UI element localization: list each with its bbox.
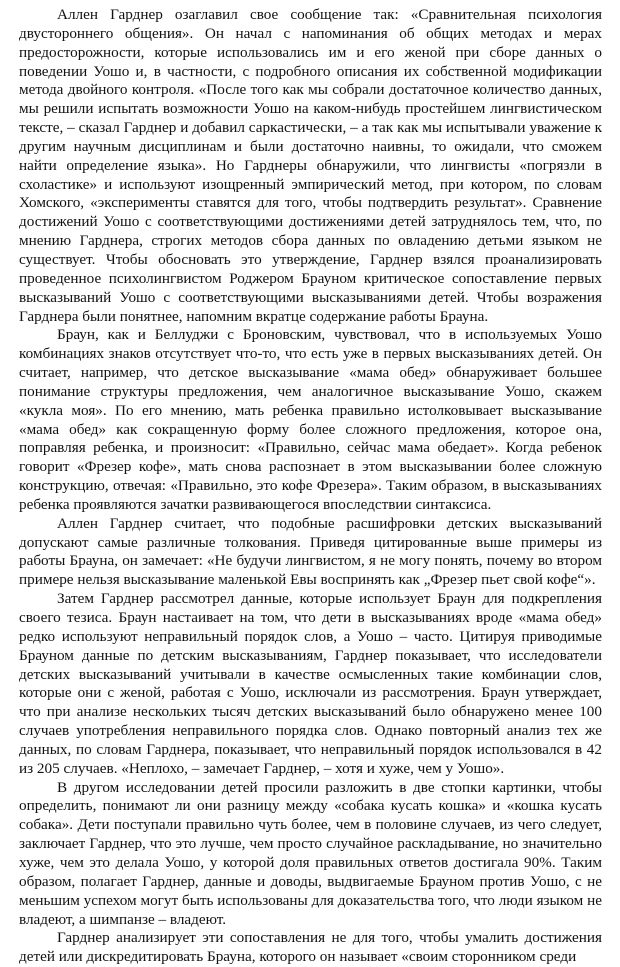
paragraph-5: В другом исследовании детей просили разложить в две стопки картинки, чтобы определить, понимают ли они разницу между «собака кусать кошка» и «кошка кусать собака». Дети поступали правильно чуть более, чем в половине случаев, из чего следует, заключает Гарднер, что это лучше, чем просто случайное раскладывание, но значительно хуже, чем это делала Уошо, у которой доля правильных ответов достигала 90%. Таким образом, полагает Гарднер, данные и доводы, выдвигаемые Брауном против Уошо, с не меньшим успехом могут быть использованы для доказательства того, что люди языком не владеют, а шимпанзе – владеют.: [19, 778, 602, 928]
paragraph-4: Затем Гарднер рассмотрел данные, которые использует Браун для подкрепления своего тезиса. Браун настаивает на том, что дети в высказываниях вроде «мама обед» редко используют неправильный порядок слов, а Уошо – часто. Цитируя приводимые Брауном данные по детским высказываниям, Гарднер показывает, что исследователи детских высказываний учитывали в качестве осмысленных такие комбинации слов, которые они с женой, работая с Уошо, исключали из рассмотрения. Браун утверждает, что при анализе нескольких тысяч детских высказываний было обнаружено менее 100 случаев употребления неправильного порядка слов. Однако повторный анализ тех же данных, по словам Гарднера, показывает, что неправильный порядок использовался в 42 из 205 случаев. «Неплохо, – замечает Гарднер, – хотя и хуже, чем у Уошо».: [19, 590, 602, 777]
paragraph-6: Гарднер анализирует эти сопоставления не для того, чтобы умалить достижения детей или дискредитировать Брауна, которого он называет «своим сторонником среди: [19, 929, 602, 966]
paragraph-2: Браун, как и Беллуджи с Броновским, чувствовал, что в используемых Уошо комбинациях знаков отсутствует что-то, что есть уже в первых высказываниях детей. Он считает, например, что детское высказывание «мама обед» обнаруживает большее понимание структуры предложения, чем аналогичное высказывание Уошо, скажем «кукла моя». По его мнению, мать ребенка правильно истолковывает высказывание «мама обед» как сокращенную форму более сложного предложения, которое она, поправляя ребенка, и произносит: «Правильно, сейчас мама обедает». Когда ребенок говорит «Фрезер кофе», мать снова распознает в этом высказывании более сложную конструкцию, отвечая: «Правильно, это кофе Фрезера». Таким образом, в высказываниях ребенка проявляются зачатки развивающегося впоследствии синтаксиса.: [19, 326, 602, 513]
paragraph-1: Аллен Гарднер озаглавил свое сообщение так: «Сравнительная психология двустороннего общения». Он начал с напоминания об общих методах и мерах предосторожности, которые использовались им и его женой при сборе данных о поведении Уошо и, в частности, с подробного описания их собственной модификации метода двойного контроля. «После того как мы собрали достаточное количество данных, мы решили испытать возможности Уошо на каком-нибудь простейшем лингвистическом тексте, – сказал Гарднер и добавил саркастически, – а так как мы испытывали уважение к другим научным дисциплинам и были достаточно наивны, то ожидали, что сможем найти определение языка». Но Гарднеры обнаружили, что лингвисты «погрязли в схоластике» и используют изощренный эмпирический метод, при котором, по словам Хомского, «эксперименты ставятся для того, чтобы подтвердить результат». Сравнение достижений Уошо с соответствующими достижениями детей затруднялось тем, что, по мнению Гарднера, строгих методов сбора данных по овладению детьми языком не существует. Чтобы обосновать это утверждение, Гарднер взялся проанализировать проведенное психолингвистом Роджером Брауном критическое сопоставление первых высказываний Уошо с соответствующими высказываниями детей. Чтобы возражения Гарднера были понятнее, напомним вкратце содержание работы Брауна.: [19, 6, 602, 325]
paragraph-3: Аллен Гарднер считает, что подобные расшифровки детских высказываний допускают самые различные толкования. Приведя цитированные выше примеры из работы Брауна, он замечает: «Не будучи лингвистом, я не могу понять, почему во втором примере нельзя высказывание маленькой Евы воспринять как „Фрезер пьет свой кофе“».: [19, 514, 602, 589]
